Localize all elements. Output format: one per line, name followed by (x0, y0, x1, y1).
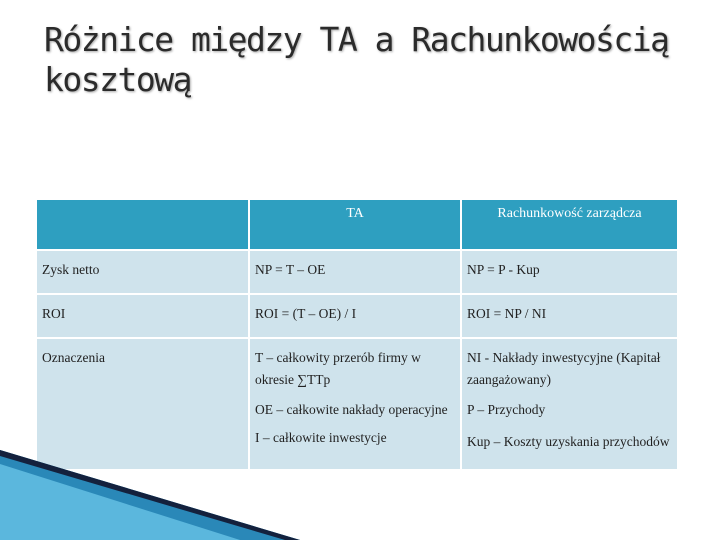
row-label-roi: ROI (37, 294, 249, 338)
cell-ta-zysk-netto: NP = T – OE (249, 250, 461, 294)
slide-title: Różnice między TA a Rachunkowością kosztową (44, 20, 669, 99)
row-label-zysk-netto: Zysk netto (37, 250, 249, 294)
comparison-table (37, 200, 677, 469)
ta-def-oe: OE – całkowite nakłady operacyjne (255, 402, 448, 417)
cell-rz-oznaczenia (461, 338, 677, 469)
table-row (37, 294, 677, 338)
table-row (37, 250, 677, 294)
rz-def-p: P – Przychody (467, 402, 546, 417)
row-label-oznaczenia: Oznaczenia (37, 338, 249, 469)
header-empty (37, 200, 249, 250)
ta-def-t: T – całkowity przerób firmy w okresie ∑TTp (255, 350, 421, 387)
ta-def-i: I – całkowite inwestycje (255, 430, 387, 445)
cell-rz-zysk-netto: NP = P - Kup (461, 250, 677, 294)
rz-def-ni: NI - Nakłady inwestycyjne (Kapitał zaangażowany) (467, 350, 661, 387)
rz-def-kup: Kup – Koszty uzyskania przychodów (467, 434, 670, 449)
corner-decoration (0, 450, 300, 540)
table-header-row (37, 200, 677, 250)
cell-ta-roi: ROI = (T – OE) / I (249, 294, 461, 338)
header-ta: TA (249, 200, 461, 250)
header-rachunkowosc: Rachunkowość zarządcza (461, 200, 677, 250)
cell-rz-roi: ROI = NP / NI (461, 294, 677, 338)
